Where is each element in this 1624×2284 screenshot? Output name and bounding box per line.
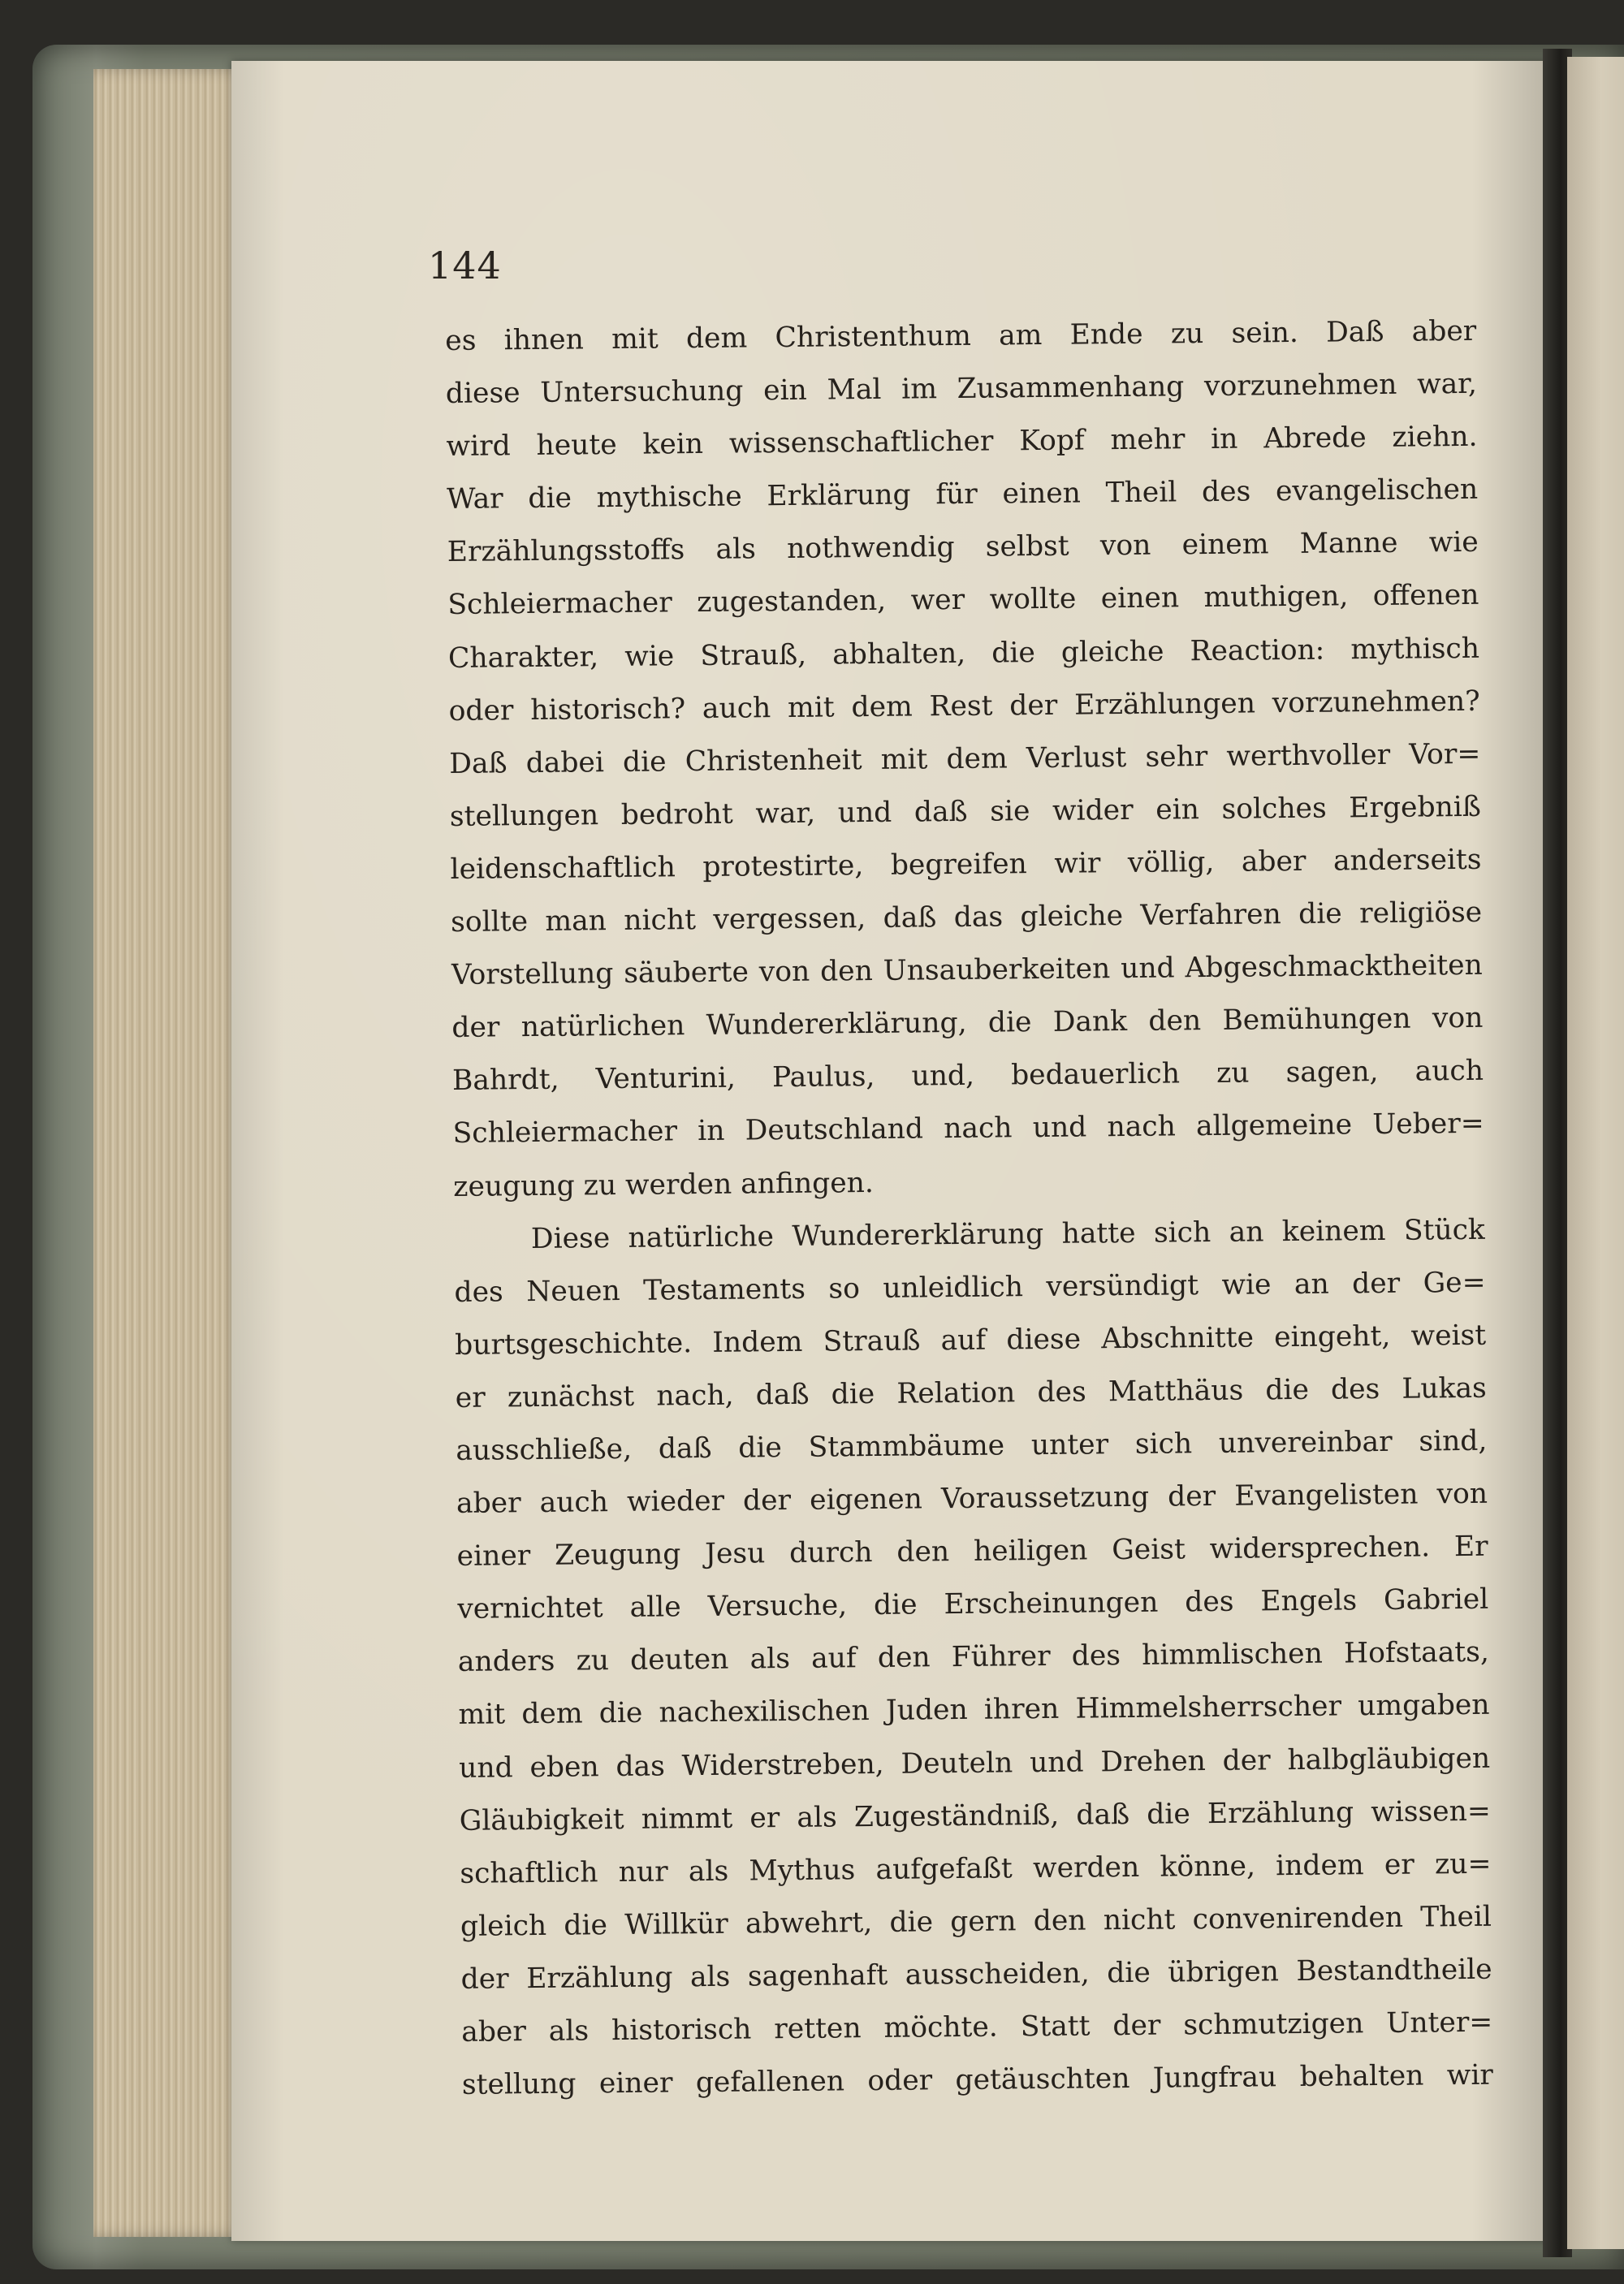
text-line: Daß dabei die Christenheit mit dem Verlust sehr werthvoller Vor=: [449, 737, 1481, 780]
text-line: und eben das Widerstreben, Deuteln und Drehen der halbgläubigen: [458, 1742, 1491, 1785]
text-line: leidenschaftlich protestirte, begreifen wir völlig, aber anderseits: [450, 843, 1482, 886]
text-line: des Neuen Testaments so unleidlich versündigt wie an der Ge=: [454, 1266, 1486, 1309]
text-line: Schleiermacher in Deutschland nach und nach allgemeine Ueber=: [452, 1107, 1484, 1151]
text-line: stellung einer gefallenen oder getäuschten Jungfrau behalten wir: [461, 2058, 1494, 2101]
text-line: er zunächst nach, daß die Relation des Matthäus die des Lukas: [455, 1371, 1487, 1414]
text-line: der Erzählung als sagenhaft ausscheiden, die übrigen Bestandtheile: [460, 1953, 1492, 1996]
facing-page-edge: [1567, 57, 1624, 2249]
text-line: War die mythische Erklärung für einen Theil des evangelischen: [446, 473, 1479, 516]
text-line: ausschließe, daß die Stammbäume unter sich unvereinbar sind,: [456, 1424, 1488, 1467]
text-line: anders zu deuten als auf den Führer des himmlischen Hofstaats,: [457, 1636, 1490, 1679]
text-line: stellungen bedroht war, und daß sie wider ein solches Ergebniß: [449, 790, 1482, 833]
text-line: aber auch wieder der eigenen Voraussetzung der Evangelisten von: [456, 1477, 1488, 1520]
text-line: Vorstellung säuberte von den Unsauberkeiten und Abgeschmacktheiten: [451, 948, 1483, 992]
text-line: vernichtet alle Versuche, die Erscheinungen des Engels Gabriel: [457, 1582, 1489, 1626]
text-line: Bahrdt, Venturini, Paulus, und, bedauerlich zu sagen, auch: [451, 1055, 1484, 1098]
text-line: einer Zeugung Jesu durch den heiligen Geist widersprechen. Er: [456, 1530, 1488, 1574]
text-line: diese Untersuchung ein Mal im Zusammenhang vorzunehmen war,: [445, 367, 1478, 411]
text-line: sollte man nicht vergessen, daß das gleiche Verfahren die religiöse: [450, 896, 1483, 939]
text-line: oder historisch? auch mit dem Rest der Erzählungen vorzunehmen?: [448, 684, 1480, 728]
text-line: burtsgeschichte. Indem Strauß auf diese Abschnitte eingeht, weist: [454, 1319, 1487, 1362]
text-line: es ihnen mit dem Christenthum am Ende zu sein. Daß aber: [445, 314, 1477, 357]
text-line: Gläubigkeit nimmt er als Zugeständniß, daß die Erzählung wissen=: [459, 1794, 1491, 1837]
body-text: [445, 305, 1493, 2112]
text-line: Erzählungsstoffs als nothwendig selbst von einem Manne wie: [447, 526, 1479, 569]
text-line: gleich die Willkür abwehrt, die gern den nicht convenirenden Theil: [460, 1900, 1492, 1943]
text-line: Schleiermacher zugestanden, wer wollte einen muthigen, offenen: [447, 579, 1479, 622]
text-line: wird heute kein wissenschaftlicher Kopf mehr in Abrede ziehn.: [446, 420, 1478, 464]
text-line: aber als historisch retten möchte. Statt der schmutzigen Unter=: [461, 2006, 1493, 2049]
text-line: Charakter, wie Strauß, abhalten, die gleiche Reaction: mythisch: [447, 632, 1480, 675]
paragraph-end-line: zeugung zu werden anfingen.: [453, 1166, 875, 1203]
page-number: 144: [428, 244, 502, 287]
text-line: der natürlichen Wundererklärung, die Dank den Bemühungen von: [451, 1001, 1484, 1045]
text-line: mit dem die nachexilischen Juden ihren Himmelsherrscher umgaben: [458, 1689, 1490, 1732]
text-line: schaftlich nur als Mythus aufgefaßt werden könne, indem er zu=: [460, 1847, 1492, 1890]
paragraph-start-line: Diese natürliche Wundererklärung hatte sich an keinem Stück: [530, 1213, 1486, 1255]
